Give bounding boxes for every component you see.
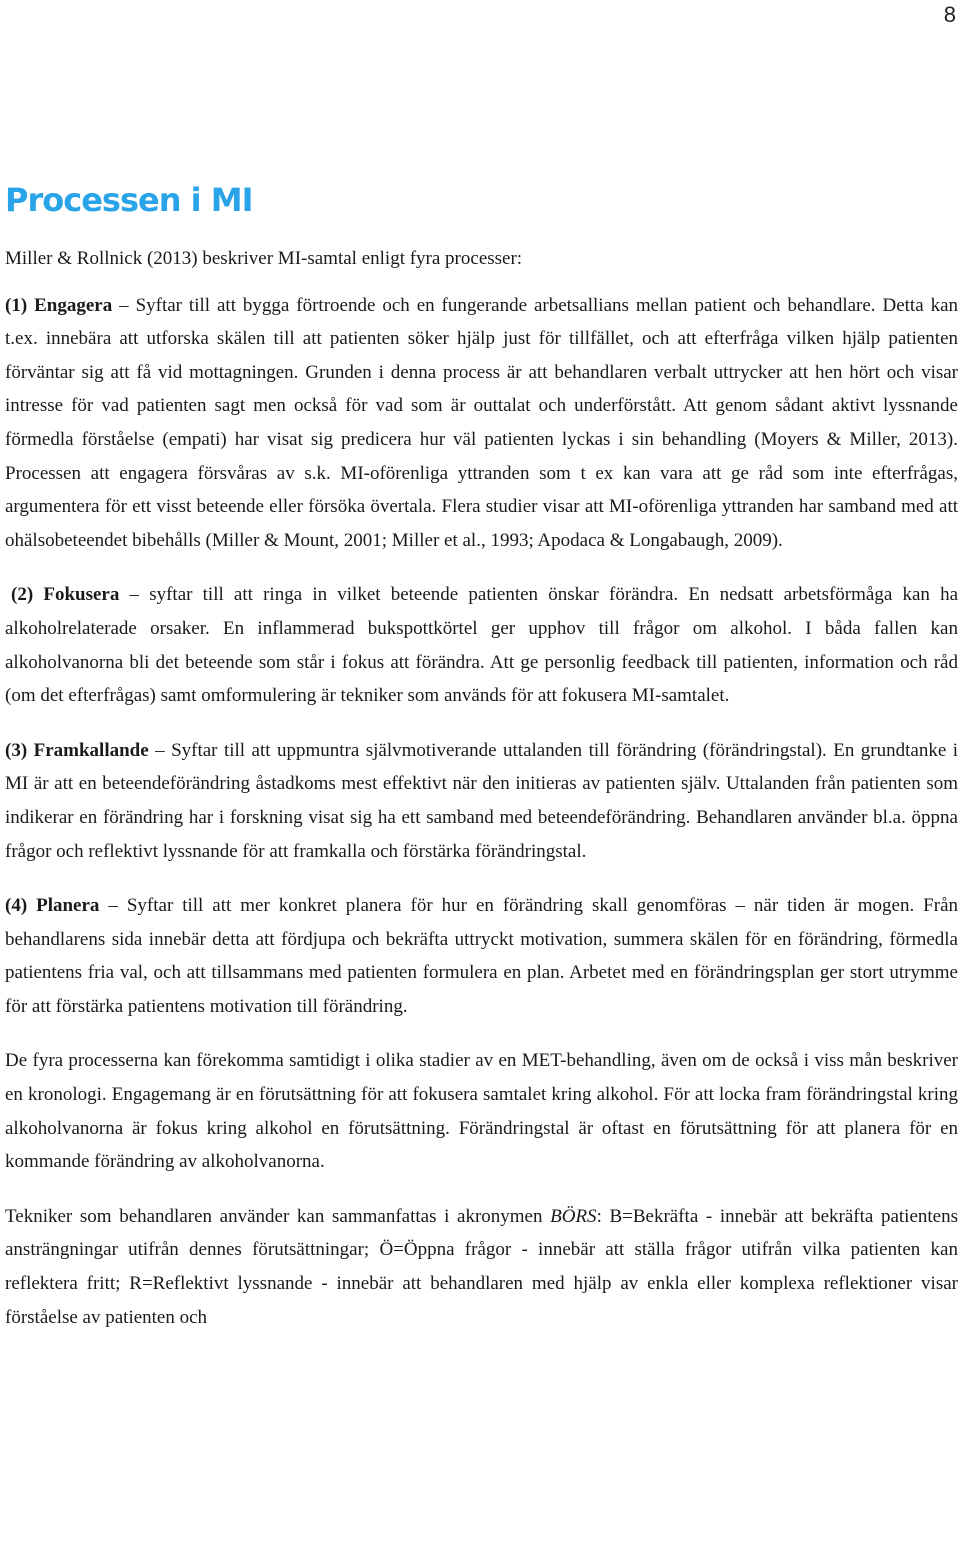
- section-framkallande: [5, 734, 958, 868]
- section-framkallande-text: – Syftar till att uppmuntra självmotiverande uttalanden till förändring (förändringstal). En grundtanke i MI är att en beteendeförändring åstadkoms mest effektivt när den initieras av patienten själv. Uttalanden från patienten som indikerar en förändring har i forskning visat sig ha ett samband med beteendeförändring. Behandlaren använder bl.a. öppna frågor och reflektivt lyssnande för att framkalla och förstärka förändringstal.: [5, 739, 958, 862]
- techniques-paragraph: [5, 1200, 958, 1334]
- section-fokusera-text: – syftar till att ringa in vilket beteende patienten önskar förändra. En nedsatt arbetsförmåga kan ha alkoholrelaterade orsaker. En inflammerad bukspottkörtel ger upphov till frågor om alkohol. I båda fallen kan alkoholvanorna bli det beteende som står i fokus att förändra. Att ge personlig feedback till patienten, information och råd (om det efterfrågas) samt omformulering är tekniker som används för att fokusera MI-samtalet.: [5, 584, 959, 707]
- intro-paragraph: Miller & Rollnick (2013) beskriver MI-samtal enligt fyra processer:: [5, 248, 523, 269]
- techniques-definitions: : B=Bekräfta - innebär att bekräfta patientens ansträngningar utifrån dennes förutsättningar; Ö=Öppna frågor - innebär att ställa frågor utifrån vilka patienten kan reflektera fritt; R=Reflektivt lyssnande - innebär att behandlaren med hjälp av enkla eller komplexa reflektioner visar förståelse av patienten och: [5, 1205, 958, 1328]
- section-engagera: [5, 289, 958, 558]
- section-fokusera: [5, 578, 958, 712]
- section-framkallande-lead: (3) Framkallande: [5, 739, 149, 761]
- section-planera-lead: (4) Planera: [5, 895, 100, 917]
- document-body: [5, 178, 958, 1334]
- page-number: 8: [943, 2, 956, 27]
- page-title: Processen i MI: [5, 181, 253, 219]
- section-engagera-text: – Syftar till att bygga förtroende och en fungerande arbetsallians mellan patient och behandlare. Detta kan t.ex. innebära att utforska skälen till att patienten söker hjälp just för tillfället, och att efterfråga vilken hjälp patienten förväntar sig att få vid mottagningen. Grunden i denna process är att behandlaren verbalt uttrycker att hen hört och visar intresse för vad patienten sagt men också för vad som är outtalat och underförstått. Att genom sådant aktivt lyssnande förmedla förståelse (empati) har visat sig predicera hur väl patienten lyckas i sin behandling (Moyers & Miller, 2013). Processen att engagera försvåras av s.k. MI-oförenliga yttranden som t ex kan vara att ge råd som inte efterfrågas, argumentera för ett visst beteende eller försöka övertala. Flera studier visar att MI-oförenliga yttranden har samband med att ohälsobeteendet bibehålls (Miller & Mount, 2001; Miller et al., 1993; Apodaca & Longabaugh, 2009).: [5, 294, 959, 551]
- section-fokusera-lead: (2) Fokusera: [11, 584, 120, 606]
- techniques-intro: Tekniker som behandlaren använder kan sammanfattas i akronymen: [5, 1205, 551, 1227]
- section-planera: [5, 889, 958, 1023]
- section-engagera-lead: (1) Engagera: [5, 294, 113, 316]
- acronym-bors: BÖRS: [550, 1205, 597, 1227]
- summary-paragraph: De fyra processerna kan förekomma samtidigt i olika stadier av en MET-behandling, även om de också i viss mån beskriver en kronologi. Engagemang är en förutsättning för att fokusera samtalet kring alkohol. För att locka fram förändringstal kring alkoholvanorna är fokus kring alkohol en förutsättning. Förändringstal är oftast en förutsättning för att planera för en kommande förändring av alkoholvanorna.: [5, 1050, 958, 1173]
- section-planera-text: – Syftar till att mer konkret planera för hur en förändring skall genomföras – när tiden är mogen. Från behandlarens sida innebär detta att fördjupa och bekräfta uttryckt motivation, summera skälen för en förändring, förmedla patientens fria val, och att tillsammans med patienten formulera en plan. Arbetet med en förändringsplan ger stort utrymme för att förstärka patientens motivation till förändring.: [5, 895, 958, 1017]
